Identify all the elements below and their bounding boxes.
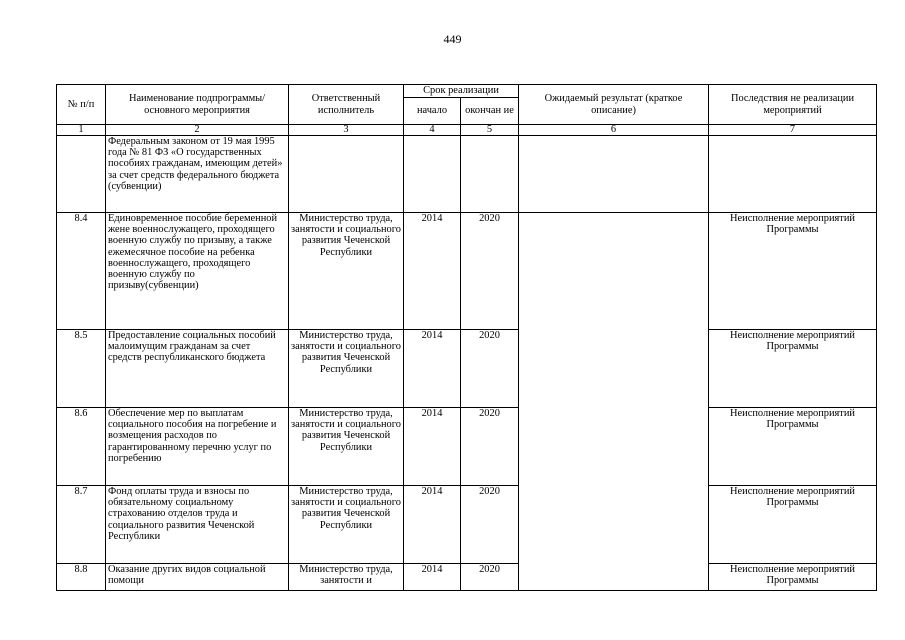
row-executor: Министерство труда, занятости и социального развития Чеченской Республики [289, 486, 404, 564]
header-consequence: Последствия не реализации мероприятий [709, 85, 877, 125]
column-number: 1 [57, 125, 106, 136]
row-start: 2014 [404, 330, 461, 408]
header-start: начало [404, 98, 461, 125]
header-result: Ожидаемый результат (краткое описание) [519, 85, 709, 125]
table-row [57, 486, 877, 564]
row-start: 2014 [404, 408, 461, 486]
row-end: 2020 [461, 408, 519, 486]
row-end: 2020 [461, 213, 519, 330]
continuation-text: Федеральным законом от 19 мая 1995 года № 81 ФЗ «О государственных пособиях гражданам, имеющим детей» за счет средств федерального бюджета (субвенции) [106, 136, 289, 213]
row-name: Фонд оплаты труда и взносы по обязательному социальному страхованию отделов труда и социального развития Чеченской Республики [106, 486, 289, 564]
row-consequence: Неисполнение мероприятий Программы [709, 564, 877, 591]
column-number: 7 [709, 125, 877, 136]
row-consequence: Неисполнение мероприятий Программы [709, 330, 877, 408]
row-consequence: Неисполнение мероприятий Программы [709, 486, 877, 564]
header-executor: Ответственный исполнитель [289, 85, 404, 125]
row-executor: Министерство труда, занятости и социального развития Чеченской Республики [289, 408, 404, 486]
row-num: 8.5 [57, 330, 106, 408]
page-number: 449 [443, 32, 462, 46]
table-row [57, 564, 877, 591]
row-end: 2020 [461, 330, 519, 408]
row-num: 8.8 [57, 564, 106, 591]
column-number: 2 [106, 125, 289, 136]
column-number: 4 [404, 125, 461, 136]
row-name: Предоставление социальных пособий малоимущим гражданам за счет средств республиканского бюджета [106, 330, 289, 408]
header-end: окончан ие [461, 98, 519, 125]
row-end: 2020 [461, 486, 519, 564]
row-num: 8.4 [57, 213, 106, 330]
row-start: 2014 [404, 213, 461, 330]
row-consequence: Неисполнение мероприятий Программы [709, 408, 877, 486]
row-consequence: Неисполнение мероприятий Программы [709, 213, 877, 330]
table-row [57, 408, 877, 486]
column-number-row [57, 125, 877, 136]
row-executor: Министерство труда, занятости и социального развития Чеченской Республики [289, 330, 404, 408]
header-period: Срок реализации [404, 85, 519, 98]
row-start: 2014 [404, 564, 461, 591]
column-number: 6 [519, 125, 709, 136]
row-executor: Министерство труда, занятости и социального развития Чеченской Республики [289, 213, 404, 330]
result-cell [519, 213, 709, 591]
header-num: № п/п [57, 85, 106, 125]
program-table [56, 84, 877, 591]
table-row [57, 213, 877, 330]
table-row [57, 330, 877, 408]
column-number: 5 [461, 125, 519, 136]
row-start: 2014 [404, 486, 461, 564]
row-num: 8.7 [57, 486, 106, 564]
row-end: 2020 [461, 564, 519, 591]
table-row-continuation [57, 136, 877, 213]
row-executor: Министерство труда, занятости и [289, 564, 404, 591]
row-name: Обеспечение мер по выплатам социального пособия на погребение и возмещения расходов по гарантированному перечню услуг по погребению [106, 408, 289, 486]
header-name: Наименование подпрограммы/ основного мероприятия [106, 85, 289, 125]
column-number: 3 [289, 125, 404, 136]
row-name: Единовременное пособие беременной жене военнослужащего, проходящего военную службу по призыву, а также ежемесячное пособие на ребенка военнослужащего, проходящего военную службу по призыву(субвенции) [106, 213, 289, 330]
row-name: Оказание других видов социальной помощи [106, 564, 289, 591]
row-num: 8.6 [57, 408, 106, 486]
